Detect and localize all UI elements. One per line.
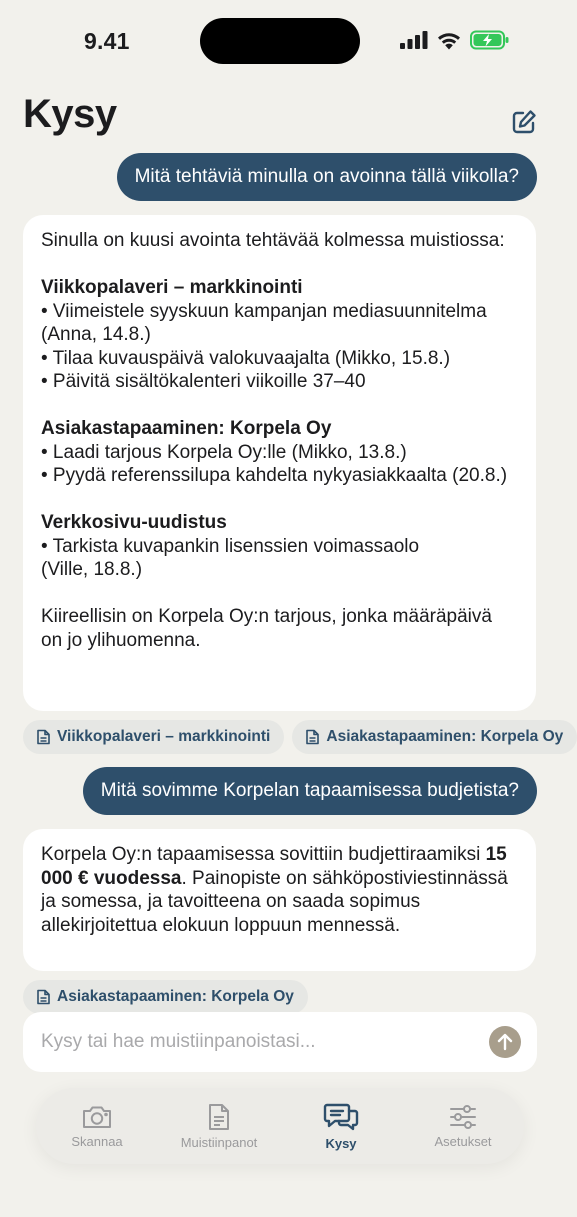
- user-message: Mitä sovimme Korpelan tapaamisessa budjetista?: [83, 767, 537, 815]
- arrow-up-icon: [497, 1033, 513, 1051]
- source-chip-label: Asiakastapaaminen: Korpela Oy: [326, 728, 564, 745]
- answer-text-part: . Painopiste on sähköpostiviestinnässä ja somessa, ja tavoitteena on saada sopimus allekirjoitettua elokuun loppuun mennessä.: [41, 867, 508, 936]
- task-item: • Pyydä referenssilupa kahdelta nykyasiakkaalta (20.8.): [41, 465, 508, 486]
- task-item: • Viimeistele syyskuun kampanjan mediasuunnitelma (Anna, 14.8.): [41, 300, 487, 345]
- status-time: 9.41: [84, 28, 130, 54]
- user-message: Mitä tehtäviä minulla on avoinna tällä viikolla?: [117, 153, 537, 201]
- document-icon: [37, 729, 50, 745]
- source-chip-label: Asiakastapaaminen: Korpela Oy: [57, 988, 294, 1005]
- new-chat-button[interactable]: [508, 106, 540, 138]
- budget-amount: 15 000 € vuodessa: [41, 844, 507, 889]
- source-chip[interactable]: [23, 720, 284, 754]
- source-chip[interactable]: [23, 980, 308, 1014]
- note-heading: Asiakastapaaminen: Korpela Oy: [41, 418, 332, 439]
- task-item: • Tilaa kuvauspäivä valokuvaajalta (Mikko, 15.8.): [41, 347, 451, 369]
- sliders-icon: [448, 1104, 478, 1130]
- battery-charging-icon: [470, 30, 510, 50]
- ask-input[interactable]: [41, 1031, 489, 1053]
- tab-label: Kysy: [325, 1135, 357, 1151]
- task-item: • Laadi tarjous Korpela Oy:lle (Mikko, 13.8.): [41, 441, 407, 463]
- source-chip-label: Viikkopalaveri – markkinointi: [57, 728, 271, 745]
- tab-asetukset[interactable]: [408, 1104, 518, 1149]
- dynamic-island: [200, 18, 360, 64]
- note-heading: Viikkopalaveri – markkinointi: [41, 277, 303, 298]
- note-heading: Verkkosivu-uudistus: [41, 512, 227, 533]
- cellular-signal-icon: [400, 31, 428, 49]
- answer-text-part: Korpela Oy:n tapaamisessa sovittiin budjettiraamiksi: [41, 844, 486, 865]
- tab-label: Skannaa: [71, 1133, 123, 1149]
- tab-skannaa[interactable]: [42, 1104, 152, 1149]
- answer-outro: Kiireellisin on Korpela Oy:n tarjous, jonka määräpäivä on jo ylihuomenna.: [41, 606, 492, 651]
- tab-kysy[interactable]: [286, 1102, 396, 1151]
- document-icon: [207, 1103, 231, 1131]
- answer-intro: Sinulla on kuusi avointa tehtävää kolmessa muistiossa:: [41, 230, 505, 251]
- source-chip[interactable]: [292, 720, 577, 754]
- answer-text: [41, 843, 518, 937]
- status-bar: [0, 0, 560, 80]
- task-item: • Tarkista kuvapankin lisenssien voimassaolo (Ville, 18.8.): [41, 535, 420, 580]
- tab-bar: [36, 1088, 524, 1164]
- document-icon: [37, 989, 50, 1005]
- task-item: • Päivitä sisältökalenteri viikoille 37–40: [41, 371, 366, 392]
- chat-icon: [322, 1102, 360, 1132]
- assistant-message: [23, 215, 536, 711]
- camera-icon: [81, 1104, 113, 1130]
- document-icon: [306, 729, 319, 745]
- ask-input-bar: [23, 1012, 537, 1072]
- compose-icon: [511, 109, 537, 135]
- source-chips: [23, 980, 537, 1014]
- source-chips: [23, 720, 564, 754]
- wifi-icon: [436, 31, 462, 50]
- assistant-message: [23, 829, 536, 971]
- tab-muistiinpanot[interactable]: [164, 1103, 274, 1150]
- status-icons: [400, 30, 510, 50]
- page-title: Kysy: [23, 92, 117, 136]
- tab-label: Muistiinpanot: [180, 1134, 258, 1150]
- tab-label: Asetukset: [434, 1133, 492, 1149]
- send-button[interactable]: [489, 1026, 521, 1058]
